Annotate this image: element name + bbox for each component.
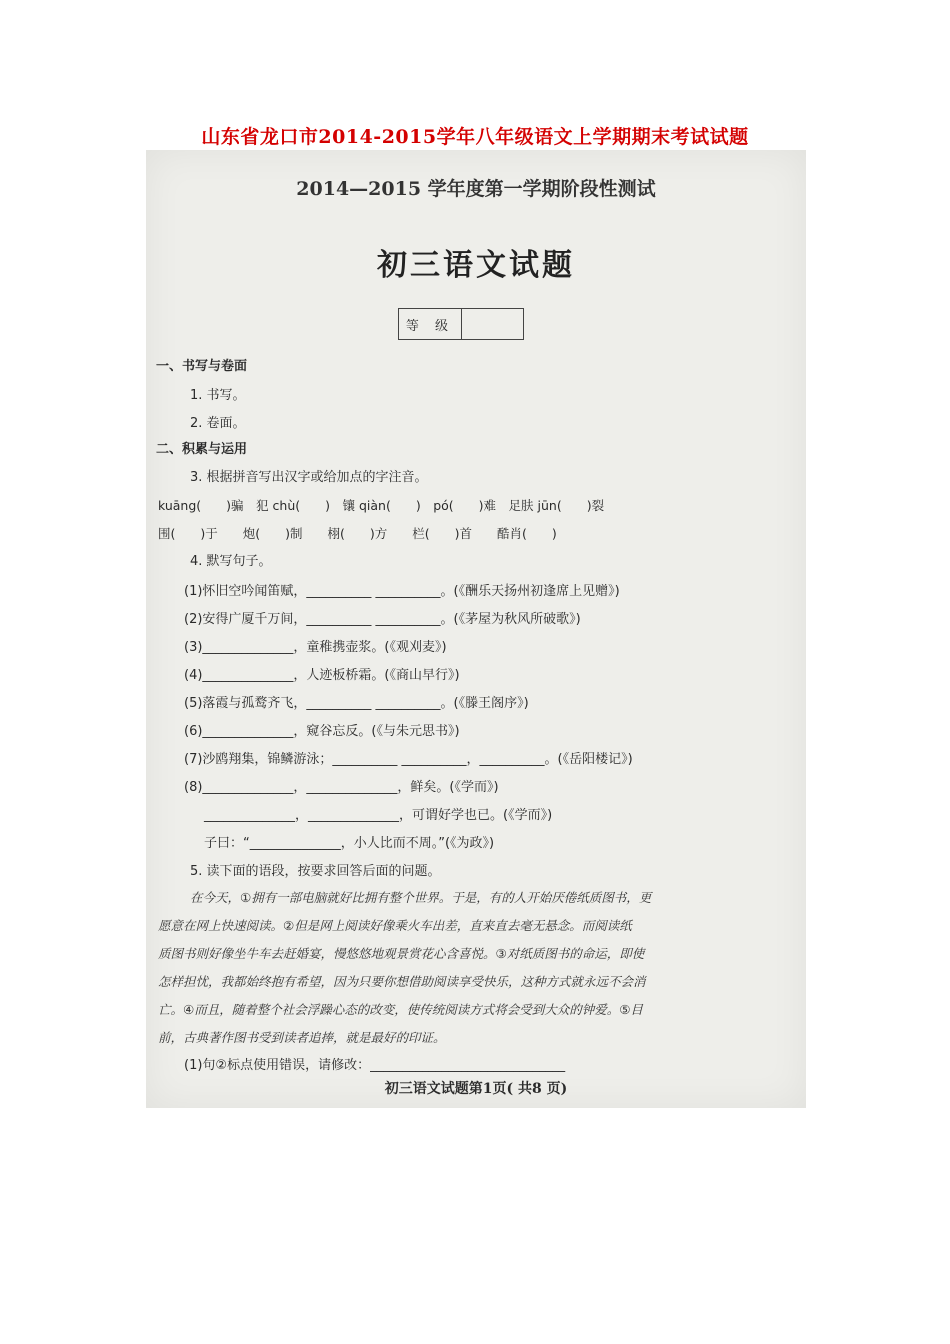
grade-label: 等 级 xyxy=(399,309,462,339)
q4-line-10: 子曰：“______________，小人比而不周。”(《为政》) xyxy=(204,836,495,851)
q4-line-4: (4)______________，人迹板桥霜。(《商山早行》) xyxy=(184,668,460,683)
q5-paragraph-line-6: 前，古典著作图书受到读者追捧，就是最好的印证。 xyxy=(158,1030,446,1045)
q3-prompt: 3. 根据拼音写出汉字或给加点的字注音。 xyxy=(190,470,428,485)
q4-line-8: (8)______________，______________，鲜矣。(《学而》) xyxy=(184,780,499,795)
q5-paragraph-line-2: 愿意在网上快速阅读。②但是网上阅读好像乘火车出差，直来直去毫无悬念。而阅读纸 xyxy=(158,918,632,933)
exam-title: 初三语文试题 xyxy=(377,248,575,283)
q4-line-7: (7)沙鸥翔集，锦鳞游泳；__________ __________，__________。(《岳阳楼记》) xyxy=(184,752,633,767)
q4-line-1: (1)怀旧空吟闻笛赋，__________ __________。(《酬乐天扬州初逢席上见赠》) xyxy=(184,584,620,599)
q5-paragraph-line-5: 亡。④而且，随着整个社会浮躁心态的改变，使传统阅读方式将会受到大众的钟爱。⑤目 xyxy=(158,1002,643,1017)
q4-line-6: (6)______________，窥谷忘反。(《与朱元思书》) xyxy=(184,724,460,739)
exam-subtitle: 2014—2015 学年度第一学期阶段性测试 xyxy=(296,178,656,200)
q5-paragraph-line-3: 质图书则好像坐牛车去赶婚宴，慢悠悠地观景赏花心含喜悦。③对纸质图书的命运，即使 xyxy=(158,946,645,961)
q4-line-3: (3)______________，童稚携壶浆。(《观刈麦》) xyxy=(184,640,447,655)
item-handwriting: 1. 书写。 xyxy=(190,388,246,403)
q4-prompt: 4. 默写句子。 xyxy=(190,554,272,569)
q5-paragraph-line-1: 在今天，①拥有一部电脑就好比拥有整个世界。于是，有的人开始厌倦纸质图书，更 xyxy=(190,890,652,905)
q3-pinyin-line-2: 围( )于 炮( )制 栩( )方 栏( )首 酷肖( ) xyxy=(158,526,557,541)
q5-sub-question-1: (1)句②标点使用错误，请修改：______________________________ xyxy=(184,1058,566,1073)
q5-prompt: 5. 读下面的语段，按要求回答后面的问题。 xyxy=(190,864,441,879)
page-title: 山东省龙口市2014-2015学年八年级语文上学期期末考试试题 xyxy=(201,126,749,148)
item-paper-surface: 2. 卷面。 xyxy=(190,416,246,431)
q4-line-5: (5)落霞与孤鹜齐飞，__________ __________。(《滕王阁序》) xyxy=(184,696,529,711)
grade-value xyxy=(462,309,523,339)
scanned-exam-page xyxy=(146,150,806,1108)
section-2-heading: 二、积累与运用 xyxy=(156,442,248,457)
grade-box xyxy=(398,308,524,340)
q4-line-9: ______________，______________，可谓好学也已。(《学而》) xyxy=(204,808,553,823)
q5-paragraph-line-4: 怎样担忧，我都始终抱有希望，因为只要你想借助阅读享受快乐，这种方式就永远不会消 xyxy=(158,974,646,989)
page-footer: 初三语文试题第1页( 共8 页) xyxy=(384,1081,568,1097)
q4-line-2: (2)安得广厦千万间，__________ __________。(《茅屋为秋风所破歌》) xyxy=(184,612,581,627)
q3-pinyin-line-1: kuāng( )骗 犯 chù( ) 镶 qiàn( ) pó( )难 足肤 jūn( )裂 xyxy=(158,498,605,513)
section-1-heading: 一、书写与卷面 xyxy=(156,359,248,374)
